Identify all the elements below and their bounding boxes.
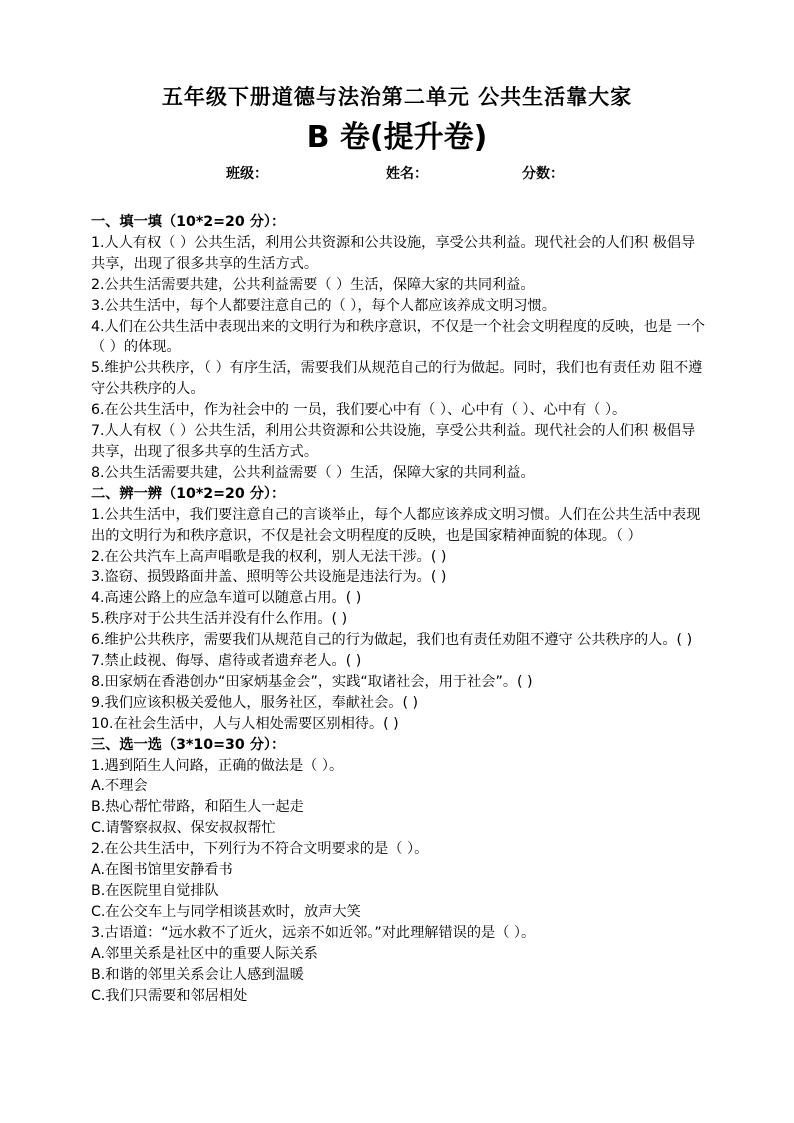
fill-question-5: 5.维护公共秩序，（ ）有序生活，需要我们从规范自己的行为做起。同时，我们也有责任劝 阻不遵守公共秩序的人。 (91, 360, 703, 398)
fill-question-1: 1.人人有权（ ）公共生活，利用公共资源和公共设施，享受公共利益。现代社会的人们积 极倡导共享，出现了很多共享的生活方式。 (91, 234, 696, 272)
judge-question-7: 7.禁止歧视、侮辱、虐待或者遗弃老人。( ) (91, 653, 362, 670)
page-subtitle: B 卷(提升卷) (306, 120, 488, 155)
score-label: 分数： (522, 166, 564, 182)
section-heading-choice: 三、选一选（3*10=30 分）： (91, 736, 286, 753)
choice-option: A.邻里关系是社区中的重要人际关系 (91, 945, 318, 962)
fill-question-8: 8.公共生活需要共建，公共利益需要（ ）生活，保障大家的共同利益。 (91, 464, 535, 481)
page-title: 五年级下册道德与法治第二单元 公共生活靠大家 (161, 84, 633, 109)
choice-option: B.在医院里自觉排队 (91, 883, 219, 899)
choice-option: C.我们只需要和邻居相处 (91, 987, 248, 1004)
judge-question-8: 8.田家炳在香港创办“田家炳基金会”，实践“取诸社会，用于社会”。( ) (91, 673, 533, 690)
class-label: 班级： (226, 166, 268, 182)
choice-question-1: 1.遇到陌生人问路，正确的做法是（ ）。 (91, 757, 344, 774)
choice-option: A.在图书馆里安静看书 (91, 862, 233, 879)
choice-option: C.在公交车上与同学相谈甚欢时，放声大笑 (91, 903, 361, 920)
section-heading-fill: 一、填一填（10*2=20 分）： (91, 214, 286, 230)
name-label: 姓名： (386, 166, 428, 182)
judge-question-4: 4.高速公路上的应急车道可以随意占用。( ) (91, 590, 362, 607)
choice-option: B.热心帮忙带路，和陌生人一起走 (91, 799, 304, 816)
judge-question-9: 9.我们应该积极关爱他人，服务社区，奉献社会。( ) (91, 694, 419, 711)
choice-option: A.不理会 (91, 778, 148, 795)
choice-question-2: 2.在公共生活中，下列行为不符合文明要求的是（ ）。 (91, 841, 429, 858)
judge-question-2: 2.在公共汽车上高声唱歌是我的权利，别人无法干涉。( ) (91, 548, 447, 565)
question-content (91, 212, 707, 1006)
section-heading-judge: 二、辨一辨（10*2=20 分）： (91, 485, 286, 502)
judge-question-10: 10.在社会生活中，人与人相处需要区别相待。( ) (91, 715, 399, 732)
judge-question-1: 1.公共生活中，我们要注意自己的言谈举止，每个人都应该养成文明习惯。人们在公共生活中表现出的文明行为和秩序意识，不仅是社会文明程度的反映，也是国家精神面貌的体现。（ ） (91, 506, 701, 544)
fill-question-7: 7.人人有权（ ）公共生活，利用公共资源和公共设施，享受公共利益。现代社会的人们积 极倡导共享，出现了很多共享的生活方式。 (91, 423, 696, 460)
fill-question-2: 2.公共生活需要共建，公共利益需要（ ）生活，保障大家的共同利益。 (91, 276, 535, 293)
judge-question-3: 3.盗窃、损毁路面井盖、照明等公共设施是违法行为。( ) (91, 569, 447, 586)
judge-question-6: 6.维护公共秩序，需要我们从规范自己的行为做起，我们也有责任劝阻不遵守 公共秩序的人。( ) (91, 632, 693, 649)
judge-question-5: 5.秩序对于公共生活并没有什么作用。( ) (91, 611, 348, 628)
choice-question-3: 3.古语道：“远水救不了近火，远亲不如近邻。”对此理解错误的是（ ）。 (91, 924, 536, 941)
fill-question-3: 3.公共生活中，每个人都要注意自己的（ ），每个人都应该养成文明习惯。 (91, 297, 556, 314)
choice-option: C.请警察叔叔、保安叔叔帮忙 (91, 820, 276, 837)
fill-question-4: 4.人们在公共生活中表现出来的文明行为和秩序意识，不仅是一个社会文明程度的反映，也是 一个（ ）的体现。 (91, 318, 705, 356)
fill-question-6: 6.在公共生活中，作为社会中的 一员，我们要心中有（ ）、心中有（ ）、心中有（ ）。 (91, 402, 627, 419)
choice-option: B.和谐的邻里关系会让人感到温暖 (91, 966, 304, 983)
